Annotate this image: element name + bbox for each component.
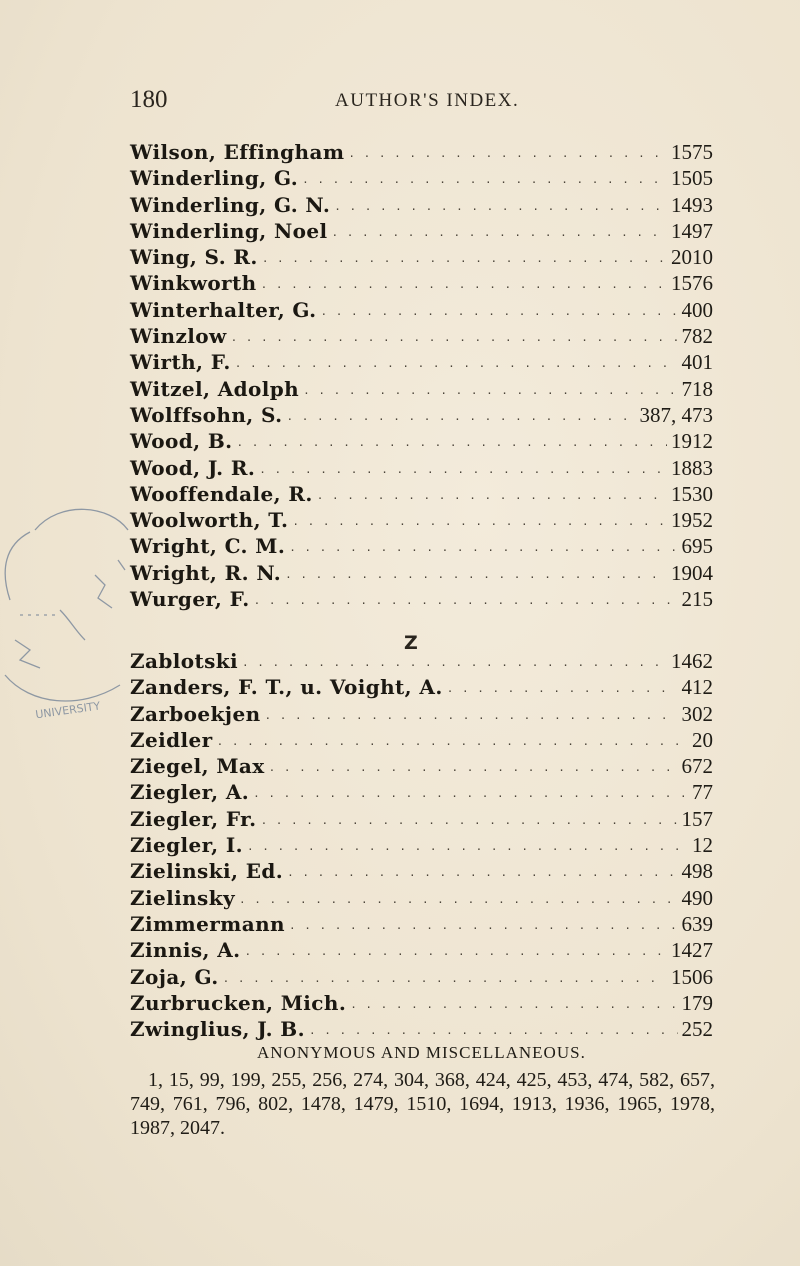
dot-leader bbox=[321, 299, 678, 325]
dot-leader bbox=[245, 939, 667, 965]
running-head: AUTHOR'S INDEX. bbox=[335, 90, 520, 111]
entry-name: Winterhalter, G. bbox=[130, 297, 317, 322]
entry-reference: 20 bbox=[692, 727, 713, 752]
dot-leader bbox=[223, 966, 667, 992]
entry-name: Wood, B. bbox=[130, 429, 233, 454]
entry-reference: 1497 bbox=[671, 218, 713, 243]
index-entry bbox=[130, 560, 713, 586]
index-entry bbox=[130, 964, 713, 990]
entry-name: Wolffsohn, S. bbox=[130, 402, 283, 427]
entry-name: Wood, J. R. bbox=[130, 455, 256, 480]
dot-leader bbox=[317, 483, 667, 509]
entry-reference: 302 bbox=[681, 701, 713, 726]
index-section-w bbox=[130, 139, 713, 612]
index-entry bbox=[130, 192, 713, 218]
dot-leader bbox=[348, 141, 667, 167]
index-entry bbox=[130, 727, 713, 753]
dot-leader bbox=[309, 1018, 678, 1044]
entry-reference: 77 bbox=[692, 780, 713, 805]
dot-leader bbox=[447, 676, 678, 702]
index-entry bbox=[130, 586, 713, 612]
dot-leader bbox=[235, 351, 678, 377]
section-letter-z: Z bbox=[404, 632, 418, 654]
dot-leader bbox=[286, 404, 635, 430]
dot-leader bbox=[231, 325, 678, 351]
entry-name: Wilson, Effingham bbox=[130, 140, 345, 164]
entry-name: Wing, S. R. bbox=[130, 245, 258, 270]
index-entry bbox=[130, 428, 713, 454]
dot-leader bbox=[289, 535, 677, 561]
index-entry bbox=[130, 674, 713, 700]
dot-leader bbox=[239, 887, 678, 913]
index-entry bbox=[130, 885, 713, 911]
entry-name: Woolworth, T. bbox=[130, 508, 289, 533]
index-entry bbox=[130, 218, 713, 244]
entry-reference: 1427 bbox=[671, 938, 713, 963]
index-entry bbox=[130, 349, 713, 375]
entry-name: Witzel, Adolph bbox=[130, 376, 300, 401]
entry-name: Ziegler, A. bbox=[130, 780, 250, 805]
entry-reference: 1952 bbox=[671, 508, 713, 533]
page-number: 180 bbox=[130, 86, 168, 113]
entry-reference: 401 bbox=[681, 350, 713, 375]
index-entry bbox=[130, 806, 713, 832]
entry-name: Zeidler bbox=[130, 727, 213, 752]
dot-leader bbox=[237, 430, 668, 456]
dot-leader bbox=[217, 729, 688, 755]
index-entry bbox=[130, 244, 713, 270]
entry-name: Winzlow bbox=[130, 324, 227, 349]
dot-leader bbox=[269, 755, 678, 781]
index-entry bbox=[130, 990, 713, 1016]
entry-reference: 639 bbox=[681, 911, 713, 936]
entry-reference: 498 bbox=[681, 859, 713, 884]
dot-leader bbox=[289, 913, 678, 939]
dot-leader bbox=[262, 246, 667, 272]
index-entry bbox=[130, 533, 713, 559]
entry-reference: 387, 473 bbox=[639, 402, 713, 427]
entry-name: Ziegler, I. bbox=[130, 833, 243, 858]
entry-name: Wright, C. M. bbox=[130, 534, 286, 559]
dot-leader bbox=[265, 703, 678, 729]
stamp-text: UNIVERSITY bbox=[34, 699, 102, 722]
page-header bbox=[130, 86, 712, 116]
index-entry bbox=[130, 648, 713, 674]
dot-leader bbox=[292, 509, 667, 535]
entry-name: Wooffendale, R. bbox=[130, 481, 313, 506]
entry-name: Zielinsky bbox=[130, 885, 235, 910]
entry-reference: 1576 bbox=[671, 271, 713, 296]
entry-reference: 252 bbox=[681, 1017, 713, 1042]
dot-leader bbox=[302, 167, 667, 193]
entry-reference: 179 bbox=[681, 990, 713, 1015]
index-entry bbox=[130, 297, 713, 323]
anonymous-references: 1, 15, 99, 199, 255, 256, 274, 304, 368, 424, 425, 453, 474, 582, 657, 749, 761, 796, 802, 1478, 1479, 1510, 1694, 1913, 1936, 1965, 1978, 1987, 2047. bbox=[130, 1069, 715, 1139]
entry-reference: 672 bbox=[681, 754, 713, 779]
entry-reference: 1883 bbox=[671, 455, 713, 480]
entry-reference: 1462 bbox=[671, 649, 713, 673]
index-entry bbox=[130, 701, 713, 727]
dot-leader bbox=[331, 220, 667, 246]
index-entry bbox=[130, 323, 713, 349]
entry-reference: 215 bbox=[681, 587, 713, 612]
dot-leader bbox=[303, 378, 677, 404]
entry-name: Ziegler, Fr. bbox=[130, 806, 257, 831]
entry-name: Zanders, F. T., u. Voight, A. bbox=[130, 675, 443, 700]
index-entry bbox=[130, 832, 713, 858]
index-entry bbox=[130, 270, 713, 296]
entry-name: Winderling, G. bbox=[130, 166, 299, 191]
index-entry bbox=[130, 507, 713, 533]
entry-reference: 1505 bbox=[671, 166, 713, 191]
entry-reference: 412 bbox=[681, 675, 713, 700]
entry-reference: 1493 bbox=[671, 192, 713, 217]
dot-leader bbox=[261, 808, 678, 834]
index-entry bbox=[130, 481, 713, 507]
library-stamp-icon bbox=[0, 490, 130, 750]
index-entry bbox=[130, 376, 713, 402]
dot-leader bbox=[261, 272, 667, 298]
entry-reference: 490 bbox=[681, 885, 713, 910]
entry-name: Zinnis, A. bbox=[130, 938, 241, 963]
entry-name: Wurger, F. bbox=[130, 587, 250, 612]
entry-reference: 157 bbox=[681, 806, 713, 831]
entry-name: Zimmermann bbox=[130, 911, 285, 936]
dot-leader bbox=[287, 860, 677, 886]
anonymous-heading: ANONYMOUS AND MISCELLANEOUS. bbox=[257, 1043, 586, 1062]
entry-name: Zoja, G. bbox=[130, 964, 219, 989]
entry-name: Wirth, F. bbox=[130, 350, 231, 375]
index-entry bbox=[130, 139, 713, 165]
dot-leader bbox=[334, 194, 667, 220]
index-entry bbox=[130, 402, 713, 428]
entry-name: Zwinglius, J. B. bbox=[130, 1017, 305, 1042]
dot-leader bbox=[350, 992, 677, 1018]
dot-leader bbox=[254, 588, 678, 614]
entry-name: Zablotski bbox=[130, 649, 239, 673]
index-entry bbox=[130, 858, 713, 884]
entry-reference: 695 bbox=[681, 534, 713, 559]
index-entry bbox=[130, 911, 713, 937]
entry-name: Winderling, G. N. bbox=[130, 192, 331, 217]
entry-reference: 400 bbox=[681, 297, 713, 322]
entry-reference: 1575 bbox=[671, 140, 713, 164]
entry-name: Winkworth bbox=[130, 271, 257, 296]
index-entry bbox=[130, 165, 713, 191]
dot-leader bbox=[247, 834, 688, 860]
dot-leader bbox=[253, 781, 688, 807]
dot-leader bbox=[242, 650, 667, 676]
entry-reference: 12 bbox=[692, 833, 713, 858]
entry-name: Ziegel, Max bbox=[130, 754, 265, 779]
entry-name: Winderling, Noel bbox=[130, 218, 328, 243]
entry-reference: 718 bbox=[681, 376, 713, 401]
index-entry bbox=[130, 937, 713, 963]
index-entry bbox=[130, 779, 713, 805]
entry-name: Zielinski, Ed. bbox=[130, 859, 284, 884]
entry-reference: 782 bbox=[681, 324, 713, 349]
index-entry bbox=[130, 753, 713, 779]
entry-name: Wright, R. N. bbox=[130, 560, 282, 585]
index-entry bbox=[130, 455, 713, 481]
entry-reference: 2010 bbox=[671, 245, 713, 270]
entry-reference: 1506 bbox=[671, 964, 713, 989]
index-section-z bbox=[130, 648, 713, 1042]
entry-name: Zurbrucken, Mich. bbox=[130, 990, 347, 1015]
dot-leader bbox=[285, 562, 667, 588]
entry-reference: 1904 bbox=[671, 560, 713, 585]
dot-leader bbox=[259, 457, 667, 483]
index-entry bbox=[130, 1016, 713, 1042]
entry-name: Zarboekjen bbox=[130, 701, 261, 726]
entry-reference: 1530 bbox=[671, 481, 713, 506]
entry-reference: 1912 bbox=[671, 429, 713, 454]
